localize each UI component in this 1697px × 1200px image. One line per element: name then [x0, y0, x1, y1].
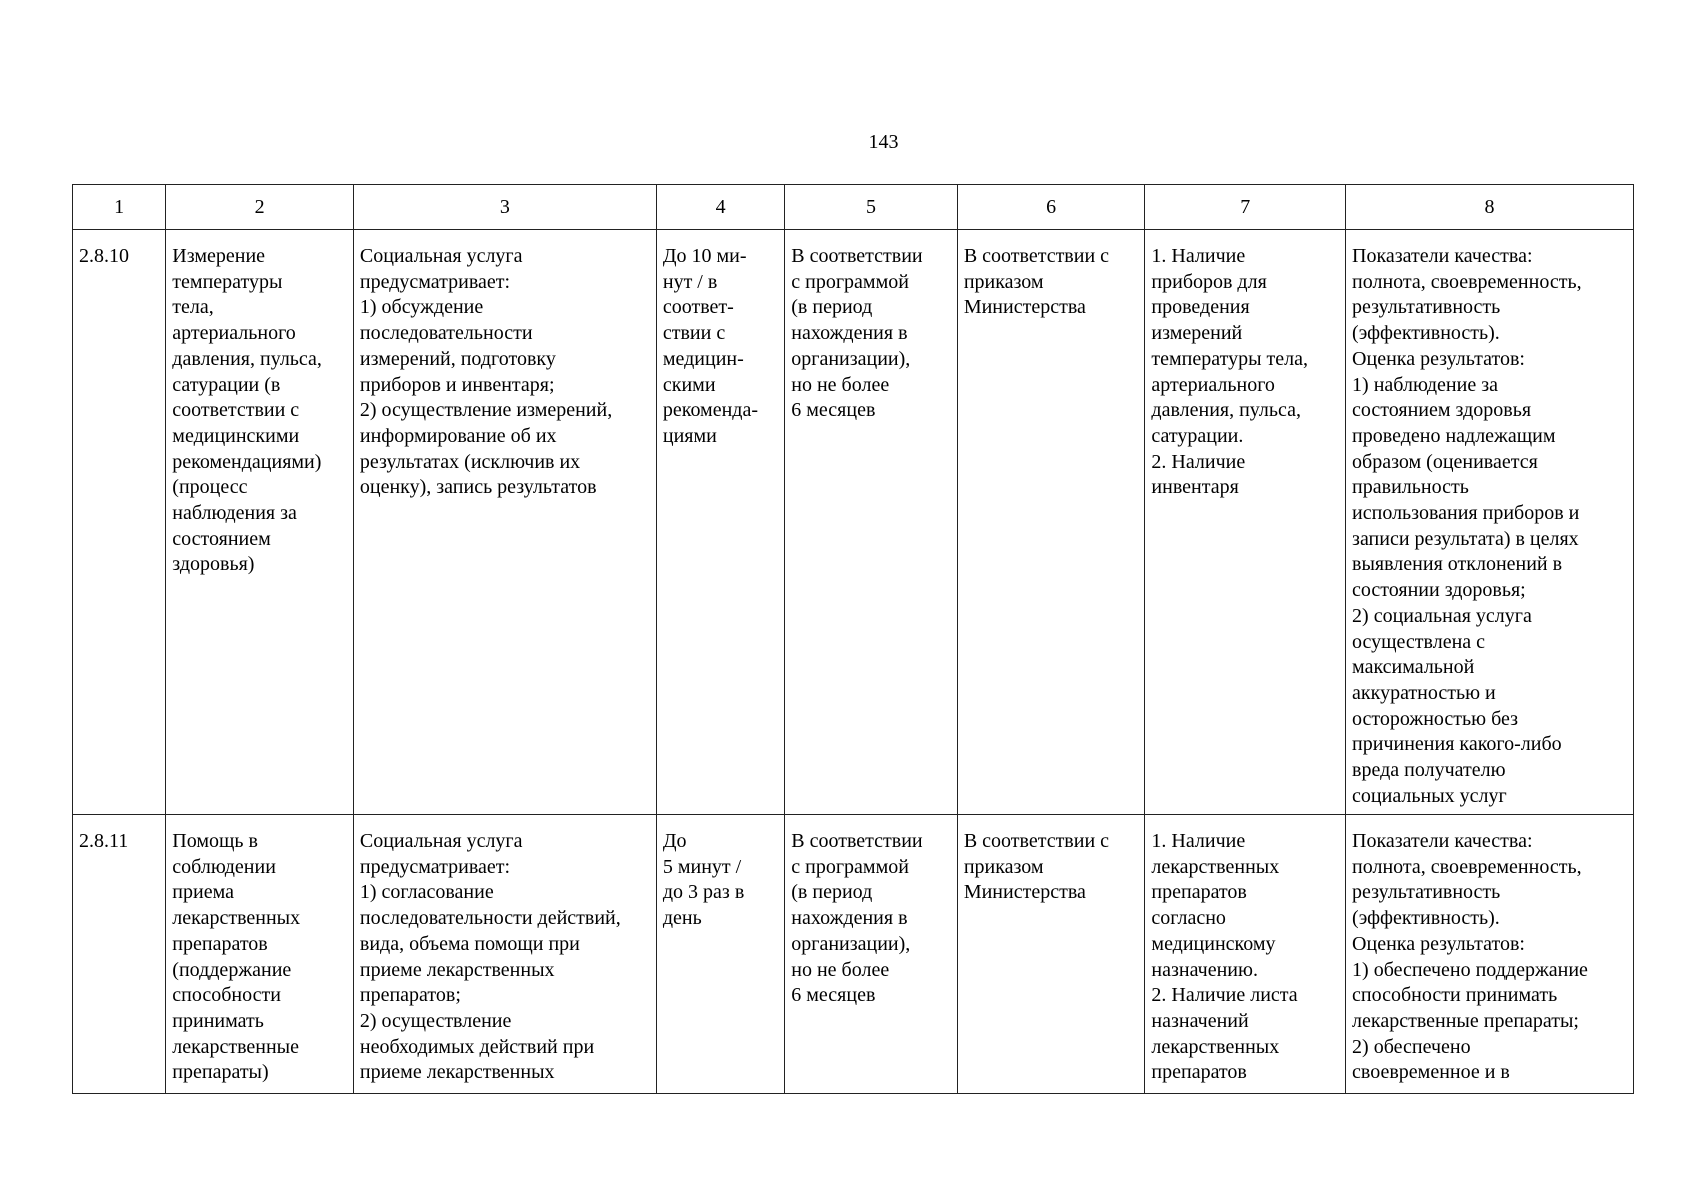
cell-text: В соответствии с приказом Министерства: [963, 245, 1110, 319]
service-quality: [1346, 230, 1634, 815]
cell-text: До 10 ми- нут / в соответ- ствии с медицин- скими рекоменда- циями: [662, 245, 759, 447]
service-term: [785, 815, 958, 1094]
table-row: [73, 815, 1634, 1094]
column-header-7: 7: [1145, 185, 1346, 230]
column-header-5: 5: [785, 185, 958, 230]
cell-text: До 5 минут / до 3 раз в день: [662, 830, 745, 930]
cell-text: 1. Наличие лекарственных препаратов согласно медицинскому назначению. 2. Наличие листа назначений лекарственных препаратов: [1151, 830, 1298, 1084]
cell-text: 2.8.10: [79, 245, 129, 267]
service-conditions: [1145, 815, 1346, 1094]
service-name: [166, 230, 354, 815]
column-header-6: 6: [957, 185, 1145, 230]
service-cost: [957, 815, 1145, 1094]
services-table: [72, 184, 1634, 1094]
cell-text: Измерение температуры тела, артериального давления, пульса, сатурации (в соответствии с медицинскими рекомендациями) (процесс наблюдения за состоянием здоровья): [172, 245, 322, 576]
table-row: [73, 230, 1634, 815]
cell-text: В соответствии с программой (в период нахождения в организации), но не более 6 месяцев: [791, 245, 923, 422]
cell-text: В соответствии с программой (в период нахождения в организации), но не более 6 месяцев: [791, 830, 923, 1007]
service-quality: [1346, 815, 1634, 1094]
column-header-2: 2: [166, 185, 354, 230]
column-header-1: 1: [73, 185, 166, 230]
service-duration: [656, 815, 784, 1094]
column-header-8: 8: [1346, 185, 1634, 230]
cell-text: Помощь в соблюдении приема лекарственных препаратов (поддержание способности принимать лекарственные препараты): [172, 830, 301, 1084]
service-name: [166, 815, 354, 1094]
cell-text: Социальная услуга предусматривает: 1) согласование последовательности действий, вида, объема помощи при приеме лекарственных препаратов; 2) осуществление необходимых действий при приеме лекарственных: [359, 830, 621, 1084]
service-duration: [656, 230, 784, 815]
cell-text: Показатели качества: полнота, своевременность, результативность (эффективность). Оценка результатов: 1) наблюдение за состоянием здоровья проведено надлежащим образом (оценивается правильность использования приборов и записи результата) в целях выявления отклонений в состоянии здоровья; 2) социальная услуга осуществлена с максимальной аккуратностью и осторожностью без причинения какого-либо вреда получателю социальных услуг: [1352, 245, 1582, 807]
column-header-4: 4: [656, 185, 784, 230]
service-description: [353, 815, 656, 1094]
service-code: [73, 230, 166, 815]
page-number: 143: [868, 131, 899, 153]
cell-text: 1. Наличие приборов для проведения измерений температуры тела, артериального давления, пульса, сатурации. 2. Наличие инвентаря: [1151, 245, 1309, 499]
cell-text: Социальная услуга предусматривает: 1) обсуждение последовательности измерений, подготовку приборов и инвентаря; 2) осуществление измерений, информирование об их результатах (исключив их оценку), запись результатов: [359, 245, 613, 499]
cell-text: 2.8.11: [79, 830, 129, 852]
cell-text: Показатели качества: полнота, своевременность, результативность (эффективность). Оценка результатов: 1) обеспечено поддержание способности принимать лекарственные препараты; 2) обеспечено своевременное и в: [1352, 830, 1588, 1084]
service-description: [353, 230, 656, 815]
column-header-3: 3: [353, 185, 656, 230]
cell-text: В соответствии с приказом Министерства: [963, 830, 1110, 904]
service-code: [73, 815, 166, 1094]
service-conditions: [1145, 230, 1346, 815]
header-row: [73, 185, 1634, 230]
service-cost: [957, 230, 1145, 815]
service-term: [785, 230, 958, 815]
